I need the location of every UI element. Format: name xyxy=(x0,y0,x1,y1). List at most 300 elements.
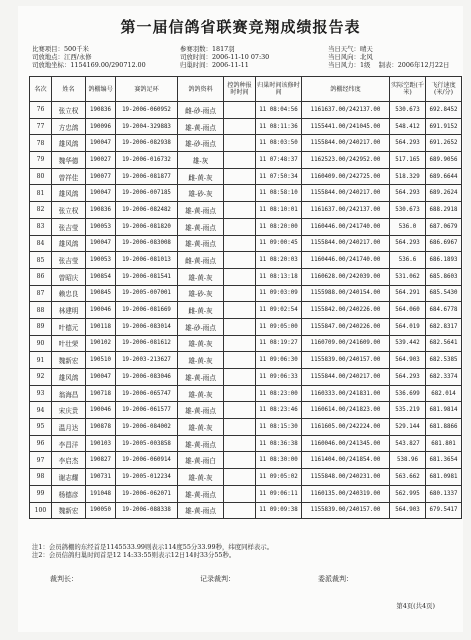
cell-pigeon-info: 雄-黄-灰 xyxy=(178,385,224,402)
cell-loft-id: 190103 xyxy=(86,435,116,452)
cell-arrival-time: 11 08:10:01 xyxy=(256,202,302,219)
table-row xyxy=(30,202,462,219)
cell-distance: 564.293 xyxy=(390,135,426,152)
cell-rank: 76 xyxy=(30,102,52,119)
header-coordinates: 鸽棚经纬度 xyxy=(302,77,390,102)
cell-coordinates: 1160135.00/240319.00 xyxy=(302,485,390,502)
cell-coordinates: 1160409.00/242725.00 xyxy=(302,168,390,185)
cell-speed: 682.8317 xyxy=(426,318,462,335)
cell-clock-time xyxy=(224,302,256,319)
cell-name: 张立权 xyxy=(52,102,86,119)
cell-distance: 564.903 xyxy=(390,502,426,519)
cell-rank: 89 xyxy=(30,318,52,335)
cell-coordinates: 1161637.00/242137.00 xyxy=(302,202,390,219)
cell-rank: 81 xyxy=(30,185,52,202)
cell-ring: 19-2005-003858 xyxy=(116,435,178,452)
table-row xyxy=(30,469,462,486)
race-distance: 比赛项目：500千米 xyxy=(32,45,89,53)
cell-name: 温月达 xyxy=(52,419,86,436)
cell-distance: 530.673 xyxy=(390,102,426,119)
header-arrival-time: 归巢时间该修时间 xyxy=(256,77,302,102)
cell-arrival-time: 11 09:06:11 xyxy=(256,485,302,502)
race-info xyxy=(32,46,462,69)
cell-rank: 92 xyxy=(30,369,52,386)
cell-pigeon-info: 雄-黄-雨点 xyxy=(178,118,224,135)
cell-distance: 535.219 xyxy=(390,402,426,419)
cell-coordinates: 1160614.00/241823.00 xyxy=(302,402,390,419)
cell-rank: 85 xyxy=(30,252,52,269)
cell-rank: 79 xyxy=(30,152,52,169)
cell-rank: 78 xyxy=(30,135,52,152)
cell-coordinates: 1155842.00/240226.00 xyxy=(302,302,390,319)
table-row xyxy=(30,252,462,269)
cell-clock-time xyxy=(224,135,256,152)
cell-arrival-time: 11 09:03:09 xyxy=(256,285,302,302)
cell-rank: 82 xyxy=(30,202,52,219)
cell-speed: 681.0981 xyxy=(426,469,462,486)
cell-arrival-time: 11 09:05:02 xyxy=(256,469,302,486)
cell-speed: 691.2652 xyxy=(426,135,462,152)
cell-pigeon-info: 雌-黄-灰 xyxy=(178,302,224,319)
entries-count: 参赛羽数：1817羽 xyxy=(180,45,235,53)
appointed-referee-label: 委派裁判： xyxy=(318,575,353,583)
cell-speed: 692.8452 xyxy=(426,102,462,119)
cell-loft-id: 190118 xyxy=(86,318,116,335)
header-speed: 飞行速度(米/分) xyxy=(426,77,462,102)
cell-name: 宋庆贵 xyxy=(52,402,86,419)
cell-distance: 564.293 xyxy=(390,185,426,202)
cell-clock-time xyxy=(224,435,256,452)
table-row xyxy=(30,185,462,202)
cell-arrival-time: 11 07:50:34 xyxy=(256,168,302,185)
cell-ring: 19-2006-081877 xyxy=(116,168,178,185)
cell-coordinates: 1160446.00/241740.00 xyxy=(302,252,390,269)
chief-referee-label: 裁判长： xyxy=(50,575,78,583)
cell-arrival-time: 11 08:23:00 xyxy=(256,385,302,402)
cell-arrival-time: 11 08:04:56 xyxy=(256,102,302,119)
cell-pigeon-info: 雌-砂-雨点 xyxy=(178,102,224,119)
cell-coordinates: 1161404.00/241854.00 xyxy=(302,452,390,469)
cell-arrival-time: 11 09:06:33 xyxy=(256,369,302,386)
cell-arrival-time: 11 09:00:45 xyxy=(256,235,302,252)
results-table xyxy=(29,76,462,519)
cell-coordinates: 1155839.00/240157.00 xyxy=(302,352,390,369)
release-time: 司放时间：2006-11-10 07:30 xyxy=(180,52,270,61)
cell-pigeon-info: 雄-黄-灰 xyxy=(178,335,224,352)
cell-distance: 564.293 xyxy=(390,369,426,386)
cell-arrival-time: 11 09:05:00 xyxy=(256,318,302,335)
cell-distance: 536.0 xyxy=(390,218,426,235)
table-row xyxy=(30,402,462,419)
cell-name: 赖忠良 xyxy=(52,285,86,302)
table-row xyxy=(30,268,462,285)
record-referee-label: 记录裁判： xyxy=(200,575,235,583)
cell-arrival-time: 11 09:06:30 xyxy=(256,352,302,369)
cell-loft-id: 190047 xyxy=(86,369,116,386)
cell-ring: 19-2006-081820 xyxy=(116,218,178,235)
cell-pigeon-info: 雄-黄-雨点 xyxy=(178,218,224,235)
cell-ring: 19-2006-081612 xyxy=(116,335,178,352)
signature-line xyxy=(50,574,450,584)
cell-loft-id: 190731 xyxy=(86,469,116,486)
cell-pigeon-info: 雄-黄-雨点 xyxy=(178,402,224,419)
cell-loft-id: 190046 xyxy=(86,302,116,319)
cell-ring: 19-2006-016732 xyxy=(116,152,178,169)
cell-distance: 536.6 xyxy=(390,252,426,269)
table-row xyxy=(30,285,462,302)
cell-clock-time xyxy=(224,235,256,252)
cell-name: 曾祥佳 xyxy=(52,168,86,185)
cell-distance: 538.96 xyxy=(390,452,426,469)
cell-arrival-time: 11 08:36:38 xyxy=(256,435,302,452)
cell-rank: 77 xyxy=(30,118,52,135)
cell-name: 张吉莹 xyxy=(52,218,86,235)
cell-clock-time xyxy=(224,118,256,135)
cell-clock-time xyxy=(224,385,256,402)
cell-coordinates: 1155844.00/240217.00 xyxy=(302,135,390,152)
cell-pigeon-info: 雄-黄-灰 xyxy=(178,352,224,369)
cell-arrival-time: 11 08:19:27 xyxy=(256,335,302,352)
cell-pigeon-info: 雌-黄-雨点 xyxy=(178,252,224,269)
table-row xyxy=(30,168,462,185)
cell-arrival-time: 11 08:13:18 xyxy=(256,268,302,285)
cell-distance: 529.144 xyxy=(390,419,426,436)
cell-ring: 19-2006-061577 xyxy=(116,402,178,419)
cell-clock-time xyxy=(224,369,256,386)
cell-pigeon-info: 雄-砂-雨点 xyxy=(178,318,224,335)
cell-ring: 19-2006-060952 xyxy=(116,102,178,119)
cell-distance: 543.827 xyxy=(390,435,426,452)
cell-distance: 536.699 xyxy=(390,385,426,402)
page-number: 第4页(共4页) xyxy=(396,602,435,610)
cell-speed: 681.9814 xyxy=(426,402,462,419)
cell-speed: 688.2918 xyxy=(426,202,462,219)
cell-arrival-time: 11 09:02:54 xyxy=(256,302,302,319)
cell-name: 张立权 xyxy=(52,202,86,219)
cell-arrival-time: 11 08:23:46 xyxy=(256,402,302,419)
wind-force-text: 当日风力：1级 xyxy=(328,60,371,69)
cell-clock-time xyxy=(224,469,256,486)
cell-distance: 530.673 xyxy=(390,202,426,219)
cell-distance: 564.293 xyxy=(390,235,426,252)
cell-arrival-time: 11 08:30:00 xyxy=(256,452,302,469)
footnotes xyxy=(32,543,273,559)
footnote-1: 注1：会员鸽棚的东经首是1145533.99则表示114度55分33.99秒，纬度同样表示。 xyxy=(32,543,274,551)
table-row xyxy=(30,302,462,319)
cell-speed: 685.5430 xyxy=(426,285,462,302)
cell-pigeon-info: 雄-灰 xyxy=(178,152,224,169)
cell-clock-time xyxy=(224,168,256,185)
cell-ring: 19-2004-329883 xyxy=(116,118,178,135)
cell-coordinates: 1155844.00/240217.00 xyxy=(302,369,390,386)
cell-coordinates: 1160333.00/241831.00 xyxy=(302,385,390,402)
cell-loft-id: 190836 xyxy=(86,102,116,119)
cell-loft-id: 190836 xyxy=(86,202,116,219)
cell-pigeon-info: 雄-黄-雨点 xyxy=(178,202,224,219)
release-location: 司放地点：江西/永修 xyxy=(32,52,92,61)
cell-rank: 99 xyxy=(30,485,52,502)
cell-loft-id: 190047 xyxy=(86,135,116,152)
cell-name: 翁海昌 xyxy=(52,385,86,402)
cell-pigeon-info: 雄-黄-雨点 xyxy=(178,369,224,386)
cell-arrival-time: 11 08:20:00 xyxy=(256,218,302,235)
cell-clock-time xyxy=(224,285,256,302)
cell-name: 张吉莹 xyxy=(52,252,86,269)
cell-speed: 682.5641 xyxy=(426,335,462,352)
cell-clock-time xyxy=(224,185,256,202)
report-date: 制表：2006年12月22日 xyxy=(378,60,450,69)
table-row xyxy=(30,369,462,386)
cell-coordinates: 1162523.00/242952.00 xyxy=(302,152,390,169)
cell-rank: 80 xyxy=(30,168,52,185)
cell-distance: 548.412 xyxy=(390,118,426,135)
cell-clock-time xyxy=(224,152,256,169)
cell-distance: 517.165 xyxy=(390,152,426,169)
cell-distance: 564.019 xyxy=(390,318,426,335)
cell-arrival-time: 11 07:48:37 xyxy=(256,152,302,169)
table-row xyxy=(30,135,462,152)
cell-name: 谢志耀 xyxy=(52,469,86,486)
cell-coordinates: 1155848.00/240231.00 xyxy=(302,469,390,486)
cell-loft-id: 190077 xyxy=(86,168,116,185)
cell-speed: 680.1337 xyxy=(426,485,462,502)
cell-loft-id: 190050 xyxy=(86,502,116,519)
report-title: 第一届信鸽省联赛竞翔成绩报告表 xyxy=(120,18,361,36)
cell-loft-id: 190053 xyxy=(86,252,116,269)
header-distance: 实际空距(千米) xyxy=(390,77,426,102)
cell-loft-id: 190047 xyxy=(86,235,116,252)
cell-coordinates: 1155847.00/240226.00 xyxy=(302,318,390,335)
table-row xyxy=(30,352,462,369)
cell-name: 魏新宏 xyxy=(52,502,86,519)
cell-speed: 687.0679 xyxy=(426,218,462,235)
cell-name: 魏新宏 xyxy=(52,352,86,369)
cell-speed: 689.2624 xyxy=(426,185,462,202)
cell-rank: 84 xyxy=(30,235,52,252)
table-row xyxy=(30,435,462,452)
cell-name: 雄风鸽 xyxy=(52,235,86,252)
weather: 当日天气：晴天 xyxy=(328,45,373,53)
cell-rank: 94 xyxy=(30,402,52,419)
cell-ring: 19-2006-065747 xyxy=(116,385,178,402)
cell-name: 曾昭庆 xyxy=(52,268,86,285)
cell-pigeon-info: 雄-黄-雨点 xyxy=(178,502,224,519)
cell-loft-id: 190047 xyxy=(86,185,116,202)
table-row xyxy=(30,118,462,135)
cell-loft-id: 190027 xyxy=(86,152,116,169)
cell-coordinates: 1155988.00/240154.00 xyxy=(302,285,390,302)
cell-speed: 686.1893 xyxy=(426,252,462,269)
cell-arrival-time: 11 09:09:38 xyxy=(256,502,302,519)
cell-coordinates: 1155844.00/240217.00 xyxy=(302,185,390,202)
cell-speed: 681.8866 xyxy=(426,419,462,436)
footnote-2: 注2：会员信鸽归巢时间首是12 14:33:55则表示12日14时33分55秒。 xyxy=(32,551,236,559)
cell-ring: 19-2006-060914 xyxy=(116,452,178,469)
cell-speed: 689.9056 xyxy=(426,152,462,169)
table-row xyxy=(30,385,462,402)
cell-distance: 539.442 xyxy=(390,335,426,352)
header-rank: 名次 xyxy=(30,77,52,102)
table-row xyxy=(30,452,462,469)
cell-loft-id: 190827 xyxy=(86,452,116,469)
cell-pigeon-info: 雄-黄-灰 xyxy=(178,268,224,285)
cell-arrival-time: 11 08:20:03 xyxy=(256,252,302,269)
cell-loft-id: 190718 xyxy=(86,385,116,402)
table-row xyxy=(30,419,462,436)
table-row xyxy=(30,502,462,519)
cell-name: 雄风鸽 xyxy=(52,185,86,202)
cell-ring: 19-2003-213627 xyxy=(116,352,178,369)
cell-speed: 684.6778 xyxy=(426,302,462,319)
cell-ring: 19-2006-088338 xyxy=(116,502,178,519)
cell-name: 雄风鸽 xyxy=(52,135,86,152)
cell-coordinates: 1161605.00/242224.00 xyxy=(302,419,390,436)
cell-clock-time xyxy=(224,335,256,352)
cell-clock-time xyxy=(224,485,256,502)
cell-arrival-time: 11 08:58:10 xyxy=(256,185,302,202)
cell-name: 魏华德 xyxy=(52,152,86,169)
cell-ring: 19-2005-012234 xyxy=(116,469,178,486)
cell-pigeon-info: 雄-黄-雨白 xyxy=(178,452,224,469)
table-row xyxy=(30,152,462,169)
cell-ring: 19-2006-082938 xyxy=(116,135,178,152)
cell-name: 李昌洋 xyxy=(52,435,86,452)
cell-distance: 518.329 xyxy=(390,168,426,185)
cell-rank: 91 xyxy=(30,352,52,369)
table-header-row xyxy=(30,77,462,102)
cell-rank: 90 xyxy=(30,335,52,352)
cell-clock-time xyxy=(224,268,256,285)
cell-pigeon-info: 雄-砂-雨点 xyxy=(178,135,224,152)
cell-ring: 19-2005-007001 xyxy=(116,285,178,302)
cell-name: 叶德元 xyxy=(52,318,86,335)
cell-ring: 19-2006-081541 xyxy=(116,268,178,285)
cell-rank: 88 xyxy=(30,302,52,319)
cell-rank: 98 xyxy=(30,469,52,486)
cell-loft-id: 190854 xyxy=(86,268,116,285)
cell-speed: 689.6644 xyxy=(426,168,462,185)
cell-speed: 682.014 xyxy=(426,385,462,402)
cell-speed: 682.5385 xyxy=(426,352,462,369)
cell-rank: 95 xyxy=(30,419,52,436)
cell-rank: 83 xyxy=(30,218,52,235)
table-row xyxy=(30,102,462,119)
cell-distance: 564.903 xyxy=(390,352,426,369)
release-coordinates: 司放地坐标：1154169.00/290712.00 xyxy=(32,60,146,69)
cell-loft-id: 190845 xyxy=(86,285,116,302)
cell-loft-id: 190053 xyxy=(86,218,116,235)
cell-loft-id: 190878 xyxy=(86,419,116,436)
cell-clock-time xyxy=(224,252,256,269)
return-date: 归巢时间：2006-11-11 xyxy=(180,60,249,69)
cell-speed: 691.9152 xyxy=(426,118,462,135)
cell-name: 林建明 xyxy=(52,302,86,319)
cell-ring: 19-2006-081669 xyxy=(116,302,178,319)
cell-pigeon-info: 雄-砂-灰 xyxy=(178,285,224,302)
cell-name: 李启杰 xyxy=(52,452,86,469)
header-clock-time: 控鸽种报时时间 xyxy=(224,77,256,102)
cell-distance: 564.060 xyxy=(390,302,426,319)
cell-pigeon-info: 雄-黄-灰 xyxy=(178,419,224,436)
cell-clock-time xyxy=(224,318,256,335)
cell-name: 雄风鸽 xyxy=(52,369,86,386)
cell-speed: 681.3654 xyxy=(426,452,462,469)
cell-rank: 86 xyxy=(30,268,52,285)
cell-coordinates: 1160628.00/242039.00 xyxy=(302,268,390,285)
report-page xyxy=(18,6,463,632)
cell-distance: 564.291 xyxy=(390,285,426,302)
cell-pigeon-info: 雄-黄-灰 xyxy=(178,469,224,486)
table-row xyxy=(30,318,462,335)
header-pigeon-info: 鸽鸽资料 xyxy=(178,77,224,102)
cell-coordinates: 1160709.00/241609.00 xyxy=(302,335,390,352)
cell-clock-time xyxy=(224,419,256,436)
cell-coordinates: 1161637.00/242137.00 xyxy=(302,102,390,119)
cell-clock-time xyxy=(224,218,256,235)
cell-ring: 19-2006-062071 xyxy=(116,485,178,502)
cell-rank: 100 xyxy=(30,502,52,519)
cell-name: 叶壮荣 xyxy=(52,335,86,352)
header-name: 姓名 xyxy=(52,77,86,102)
cell-loft-id: 190046 xyxy=(86,402,116,419)
header-loft-id: 鸽棚编号 xyxy=(86,77,116,102)
cell-loft-id: 190102 xyxy=(86,335,116,352)
cell-clock-time xyxy=(224,402,256,419)
cell-loft-id: 190096 xyxy=(86,118,116,135)
table-row xyxy=(30,485,462,502)
cell-speed: 685.8603 xyxy=(426,268,462,285)
wind-direction: 当日风向：北风 xyxy=(328,52,373,61)
cell-loft-id: 191048 xyxy=(86,485,116,502)
cell-name: 杨德彦 xyxy=(52,485,86,502)
cell-ring: 19-2006-081013 xyxy=(116,252,178,269)
cell-rank: 96 xyxy=(30,435,52,452)
cell-speed: 681.801 xyxy=(426,435,462,452)
cell-arrival-time: 11 08:03:50 xyxy=(256,135,302,152)
cell-clock-time xyxy=(224,502,256,519)
cell-clock-time xyxy=(224,352,256,369)
cell-speed: 679.5417 xyxy=(426,502,462,519)
header-ring: 赛鸽足环 xyxy=(116,77,178,102)
cell-clock-time xyxy=(224,202,256,219)
cell-ring: 19-2006-084002 xyxy=(116,419,178,436)
cell-ring: 19-2006-007185 xyxy=(116,185,178,202)
cell-clock-time xyxy=(224,452,256,469)
table-row xyxy=(30,235,462,252)
cell-coordinates: 1160046.00/241345.00 xyxy=(302,435,390,452)
cell-pigeon-info: 雌-黄-灰 xyxy=(178,168,224,185)
wind-force xyxy=(328,62,462,70)
cell-pigeon-info: 雄-黄-雨点 xyxy=(178,435,224,452)
cell-arrival-time: 11 08:15:30 xyxy=(256,419,302,436)
cell-coordinates: 1160446.00/241740.00 xyxy=(302,218,390,235)
cell-coordinates: 1155839.00/240157.00 xyxy=(302,502,390,519)
cell-clock-time xyxy=(224,102,256,119)
cell-coordinates: 1155844.00/240217.00 xyxy=(302,235,390,252)
cell-rank: 87 xyxy=(30,285,52,302)
cell-distance: 562.995 xyxy=(390,485,426,502)
cell-loft-id: 190510 xyxy=(86,352,116,369)
table-row xyxy=(30,335,462,352)
cell-distance: 563.662 xyxy=(390,469,426,486)
table-row xyxy=(30,218,462,235)
cell-ring: 19-2006-083008 xyxy=(116,235,178,252)
cell-name: 方忠鸽 xyxy=(52,118,86,135)
cell-pigeon-info: 雄-黄-雨点 xyxy=(178,235,224,252)
cell-pigeon-info: 雄-砂-灰 xyxy=(178,185,224,202)
cell-pigeon-info: 雄-黄-雨点 xyxy=(178,485,224,502)
cell-distance: 531.062 xyxy=(390,268,426,285)
